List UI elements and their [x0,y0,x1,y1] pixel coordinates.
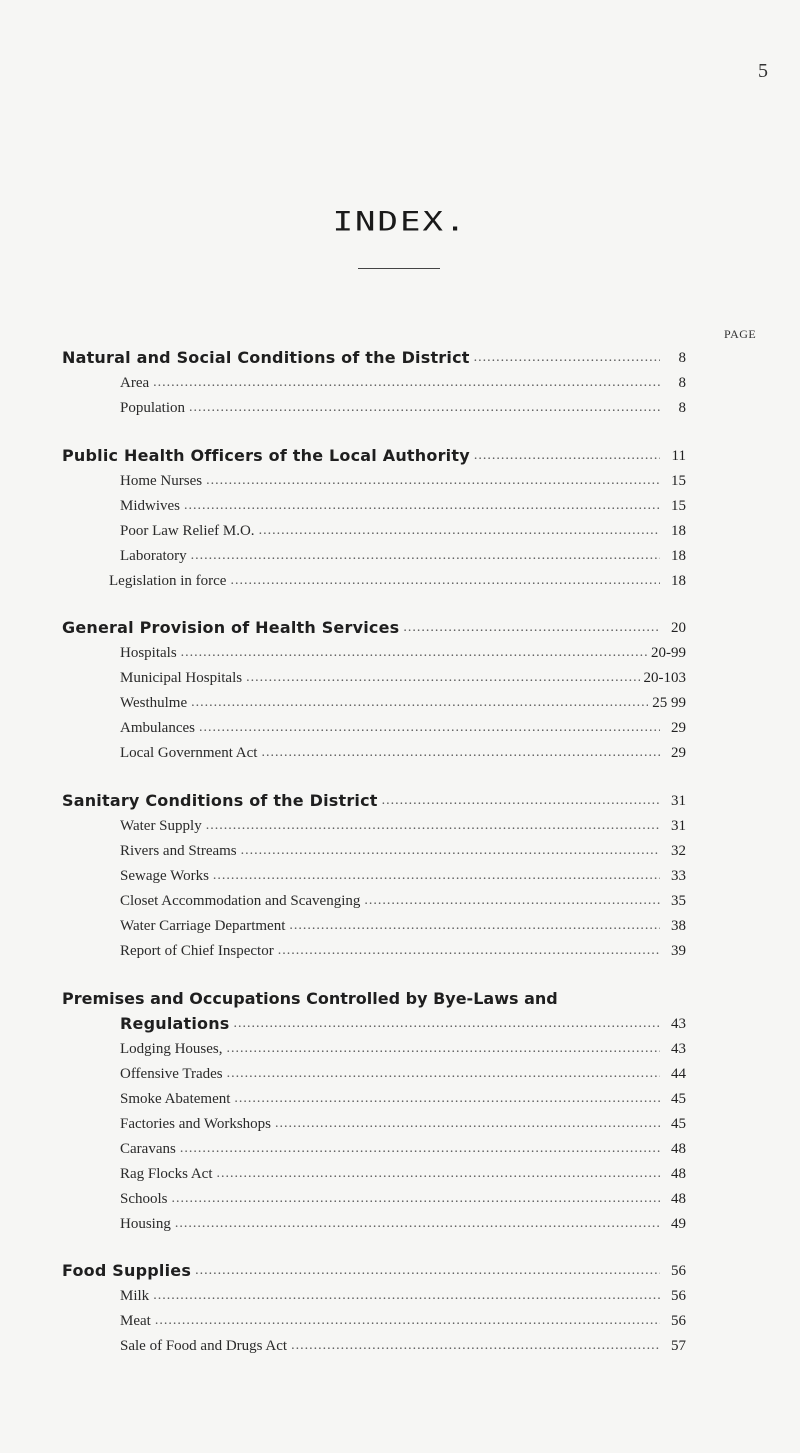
dot-leader [474,448,660,465]
entry-page: 38 [671,918,686,934]
entry-page: 56 [671,1313,686,1329]
entry-label: Westhulme [120,695,188,711]
entry-label: Smoke Abatement [120,1091,231,1107]
entry-label: Natural and Social Conditions of the District [62,348,470,367]
dot-leader [291,1338,660,1355]
entry-label: Public Health Officers of the Local Authority [62,446,470,465]
entry-label: Offensive Trades [120,1066,223,1082]
entry-label: Rivers and Streams [120,843,237,859]
dot-leader [217,1166,661,1183]
dot-leader [474,350,660,367]
entry-label: Hospitals [120,645,177,661]
dot-leader [195,1263,660,1280]
index-entry [0,638,686,662]
entry-page: 8 [678,350,686,366]
dot-leader [189,400,660,417]
entry-page: 15 [671,498,686,514]
entry-label: Legislation in force [109,573,227,589]
entry-page: 45 [671,1091,686,1107]
entry-label: Water Carriage Department [120,918,286,934]
index-entry [0,368,686,392]
entry-label: Sewage Works [120,868,209,884]
index-entry [0,911,686,935]
entry-label: Laboratory [120,548,187,564]
entry-page: 48 [671,1166,686,1182]
index-entry [0,466,686,490]
index-entry [0,936,686,960]
entry-label: General Provision of Health Services [62,618,400,637]
index-entry [0,836,686,860]
dot-leader [191,695,648,712]
dot-leader [206,473,660,490]
entry-label: Milk [120,1288,150,1304]
entry-page: 39 [671,943,686,959]
entry-label: Caravans [120,1141,176,1157]
dot-leader [227,1066,660,1083]
index-entry [0,1184,686,1208]
dot-leader [155,1313,660,1330]
entry-page: 35 [671,893,686,909]
entry-page: 48 [671,1141,686,1157]
entry-page: 18 [671,548,686,564]
entry-page: 43 [671,1016,686,1032]
entry-page: 56 [671,1263,686,1279]
dot-leader [275,1116,660,1133]
entry-page: 31 [671,818,686,834]
index-entry [0,861,686,885]
index-entry [0,516,686,540]
entry-page: 56 [671,1288,686,1304]
index-entry [0,1306,686,1330]
index-heading [0,786,686,810]
entry-label: Municipal Hospitals [120,670,243,686]
index-entry [0,713,686,737]
dot-leader [213,868,660,885]
dot-leader [278,943,660,960]
entry-page: 29 [671,745,686,761]
entry-label: Meat [120,1313,151,1329]
entry-label: Lodging Houses, [120,1041,223,1057]
dot-leader [227,1041,661,1058]
index-entry [0,541,686,565]
entry-page: 32 [671,843,686,859]
index-entry [0,1034,686,1058]
dot-leader [153,375,660,392]
dot-leader [289,918,660,935]
entry-page: 20-103 [643,670,686,686]
entry-label: Rag Flocks Act [120,1166,213,1182]
index-heading [0,343,686,367]
index-entry [0,1331,686,1355]
entry-page: 18 [671,523,686,539]
dot-leader [153,1288,660,1305]
entry-label: Premises and Occupations Controlled by Bye-Laws and [62,989,558,1008]
index-heading [0,1256,686,1280]
index-entry [0,688,686,712]
entry-label: Sale of Food and Drugs Act [120,1338,288,1354]
index-entry [0,811,686,835]
entry-page: 8 [678,375,686,391]
index-title: INDEX. [332,206,468,238]
entry-page: 33 [671,868,686,884]
entry-label: Midwives [120,498,180,514]
entry-label: Housing [120,1216,171,1232]
entry-label: Regulations [120,1014,230,1033]
entry-label: Schools [120,1191,168,1207]
entry-page: 43 [671,1041,686,1057]
entry-label: Factories and Workshops [120,1116,271,1132]
entry-label: Local Government Act [120,745,258,761]
page-column-header: PAGE [724,327,757,341]
entry-label: Home Nurses [120,473,203,489]
dot-leader [181,645,647,662]
entry-page: 49 [671,1216,686,1232]
entry-page: 15 [671,473,686,489]
entry-page: 20-99 [651,645,686,661]
index-entry [0,1084,686,1108]
index-entry [0,566,686,590]
dot-leader [234,1091,660,1108]
index-heading [0,613,686,637]
index-entry [0,1209,686,1233]
index-entry [0,1281,686,1305]
entry-page: 20 [671,620,686,636]
dot-leader [246,670,639,687]
index-entry [0,393,686,417]
dot-leader [199,720,660,737]
index-entry [0,738,686,762]
entry-label: Water Supply [120,818,202,834]
entry-page: 8 [678,400,686,416]
entry-page: 44 [671,1066,686,1082]
page-number: 5 [758,60,768,82]
dot-leader [180,1141,660,1158]
dot-leader [259,523,660,540]
dot-leader [261,745,660,762]
index-entry [0,1134,686,1158]
dot-leader [184,498,660,515]
dot-leader [234,1016,660,1033]
entry-page: 25 99 [652,695,686,711]
index-entry [0,663,686,687]
index-entry [0,1059,686,1083]
index-heading [0,441,686,465]
entry-label: Closet Accommodation and Scavenging [120,893,361,909]
entry-label: Population [120,400,186,416]
entry-label: Ambulances [120,720,195,736]
entry-label: Area [120,375,150,391]
entry-label: Sanitary Conditions of the District [62,791,378,810]
entry-page: 18 [671,573,686,589]
entry-page: 31 [671,793,686,809]
entry-page: 11 [671,448,686,464]
dot-leader [230,573,660,590]
dot-leader [241,843,660,860]
index-entry [0,491,686,515]
dot-leader [206,818,660,835]
entry-label: Poor Law Relief M.O. [120,523,255,539]
index-heading [0,1009,686,1033]
dot-leader [403,620,660,637]
dot-leader [382,793,660,810]
dot-leader [191,548,660,565]
index-entry [0,1109,686,1133]
index-entry [0,1159,686,1183]
entry-page: 45 [671,1116,686,1132]
entry-page: 29 [671,720,686,736]
dot-leader [364,893,660,910]
entry-label: Food Supplies [62,1261,192,1280]
entry-page: 48 [671,1191,686,1207]
entry-label: Report of Chief Inspector [120,943,274,959]
index-entry [0,886,686,910]
dot-leader [175,1216,660,1233]
dot-leader [172,1191,660,1208]
index-heading [0,984,686,1008]
entry-page: 57 [671,1338,686,1354]
